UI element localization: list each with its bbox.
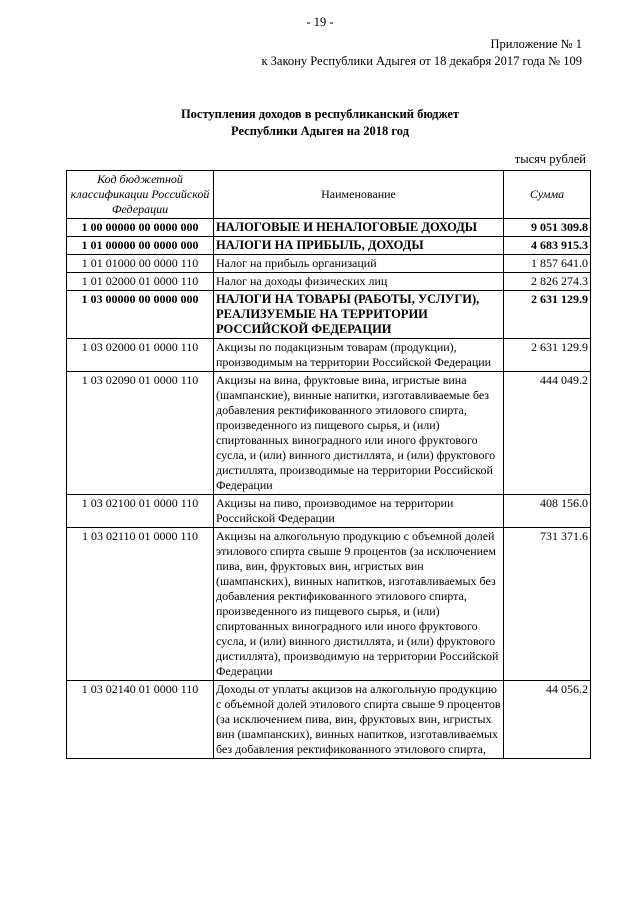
appendix-note bbox=[261, 36, 582, 70]
code-cell: 1 01 01000 00 0000 110 bbox=[67, 255, 214, 273]
header-sum: Сумма bbox=[504, 171, 591, 219]
table-row bbox=[67, 273, 591, 291]
table-row bbox=[67, 339, 591, 372]
document-title bbox=[0, 106, 640, 140]
header-code: Код бюджетной классификации Российской Федерации bbox=[67, 171, 214, 219]
sum-cell: 2 631 129.9 bbox=[504, 291, 591, 339]
name-cell: Акцизы на пиво, производимое на территории Российской Федерации bbox=[214, 495, 504, 528]
table-header-row bbox=[67, 171, 591, 219]
title-line-2: Республики Адыгея на 2018 год bbox=[230, 124, 410, 138]
code-cell: 1 01 02000 01 0000 110 bbox=[67, 273, 214, 291]
table-row bbox=[67, 495, 591, 528]
table-row bbox=[67, 528, 591, 681]
code-cell: 1 00 00000 00 0000 000 bbox=[67, 219, 214, 237]
table-row bbox=[67, 372, 591, 495]
units-label: тысяч рублей bbox=[514, 152, 586, 166]
sum-cell: 2 631 129.9 bbox=[504, 339, 591, 372]
table-row bbox=[67, 255, 591, 273]
table-body bbox=[67, 219, 591, 759]
name-cell: Акцизы по подакцизным товарам (продукции), производимым на территории Российской Федерации bbox=[214, 339, 504, 372]
table-row bbox=[67, 237, 591, 255]
name-cell: Акцизы на вина, фруктовые вина, игристые вина (шампанские), винные напитки, изготавливаемые без добавления ректификованного этилового спирта, произведенного из пищевого сырья, и (или) спиртованных виноградного или иного фруктового сусла, и (или) винного дистиллята, и (или) фруктового дистиллята, производимые на территории Российской Федерации bbox=[214, 372, 504, 495]
code-cell: 1 03 02140 01 0000 110 bbox=[67, 681, 214, 759]
sum-cell: 4 683 915.3 bbox=[504, 237, 591, 255]
appendix-line-2: к Закону Республики Адыгея от 18 декабря 2017 года № 109 bbox=[261, 54, 582, 68]
name-cell: НАЛОГИ НА ТОВАРЫ (РАБОТЫ, УСЛУГИ), РЕАЛИЗУЕМЫЕ НА ТЕРРИТОРИИ РОССИЙСКОЙ ФЕДЕРАЦИИ bbox=[214, 291, 504, 339]
code-cell: 1 03 02090 01 0000 110 bbox=[67, 372, 214, 495]
code-cell: 1 01 00000 00 0000 000 bbox=[67, 237, 214, 255]
page-number: - 19 - bbox=[306, 15, 334, 29]
revenue-table bbox=[66, 170, 591, 759]
name-cell: Доходы от уплаты акцизов на алкогольную продукцию с объемной долей этилового спирта свыше 9 процентов (за исключением пива, вин, фруктовых вин, игристых вин (шампанских), винных напитков, изготавливаемых без добавления ректификованного этилового спирта, bbox=[214, 681, 504, 759]
sum-cell: 408 156.0 bbox=[504, 495, 591, 528]
title-line-1: Поступления доходов в республиканский бюджет bbox=[180, 107, 460, 121]
code-cell: 1 03 00000 00 0000 000 bbox=[67, 291, 214, 339]
appendix-line-1: Приложение № 1 bbox=[490, 37, 582, 51]
table-row bbox=[67, 219, 591, 237]
sum-cell: 731 371.6 bbox=[504, 528, 591, 681]
name-cell: Налог на доходы физических лиц bbox=[214, 273, 504, 291]
sum-cell: 444 049.2 bbox=[504, 372, 591, 495]
code-cell: 1 03 02100 01 0000 110 bbox=[67, 495, 214, 528]
sum-cell: 9 051 309.8 bbox=[504, 219, 591, 237]
name-cell: НАЛОГОВЫЕ И НЕНАЛОГОВЫЕ ДОХОДЫ bbox=[214, 219, 504, 237]
name-cell: НАЛОГИ НА ПРИБЫЛЬ, ДОХОДЫ bbox=[214, 237, 504, 255]
name-cell: Налог на прибыль организаций bbox=[214, 255, 504, 273]
name-cell: Акцизы на алкогольную продукцию с объемной долей этилового спирта свыше 9 процентов (за исключением пива, вин, фруктовых вин, игристых вин (шампанских), винных напитков, изготавливаемых без добавления ректификованного этилового спирта, произведенного из пищевого сырья, и (или) спиртованных виноградного или иного фруктового сусла, и (или) винного дистиллята, и (или) фруктового дистиллята), производимую на территории Российской Федерации bbox=[214, 528, 504, 681]
sum-cell: 2 826 274.3 bbox=[504, 273, 591, 291]
table-row bbox=[67, 291, 591, 339]
header-name: Наименование bbox=[214, 171, 504, 219]
sum-cell: 1 857 641.0 bbox=[504, 255, 591, 273]
sum-cell: 44 056.2 bbox=[504, 681, 591, 759]
table-row bbox=[67, 681, 591, 759]
code-cell: 1 03 02110 01 0000 110 bbox=[67, 528, 214, 681]
code-cell: 1 03 02000 01 0000 110 bbox=[67, 339, 214, 372]
